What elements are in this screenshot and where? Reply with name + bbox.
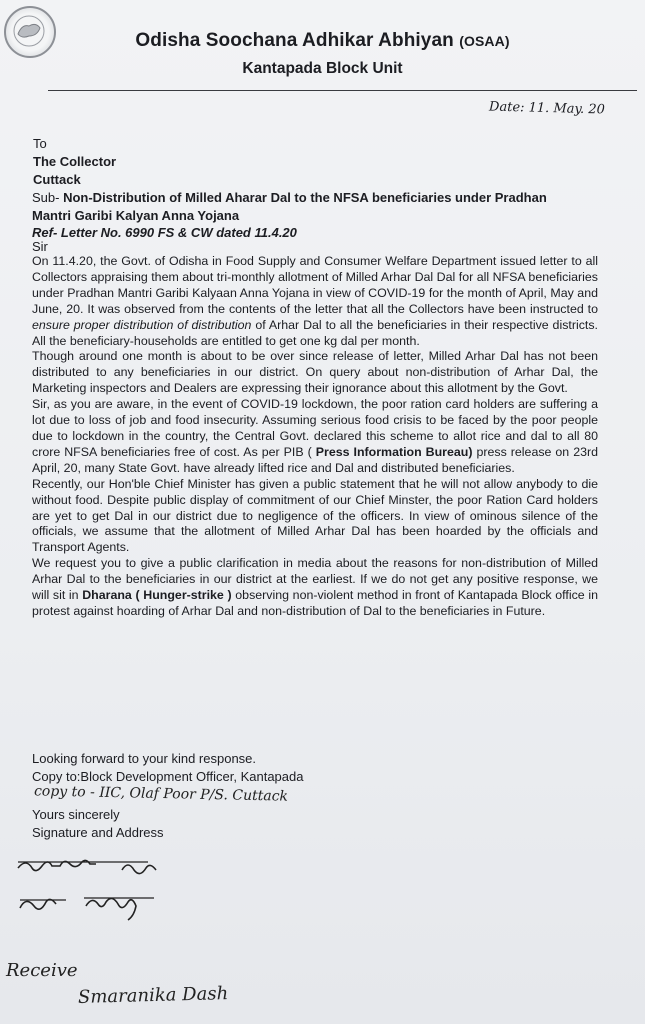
pib-bold: Press Information Bureau)	[315, 444, 473, 459]
subject-text: Non-Distribution of Milled Aharar Dal to the NFSA beneficiaries under Pradhan	[63, 190, 547, 205]
recipient-city: Cuttack	[33, 172, 81, 187]
handwritten-date: Date: 11. May. 20	[488, 99, 606, 118]
subject-prefix: Sub-	[32, 190, 64, 205]
subject-line-1	[32, 190, 547, 205]
receive-note: Receive	[6, 960, 78, 981]
handwritten-copy-to: copy to - IIC, Olaf Poor P/S. Cuttack	[33, 783, 289, 805]
letter-body	[32, 254, 598, 620]
org-name: Odisha Soochana Adhikar Abhiyan	[135, 30, 454, 51]
unit-name: Kantapada Block Unit	[242, 60, 403, 77]
closing-line: Looking forward to your kind response.	[32, 751, 257, 766]
paragraph-3: Sir, as you are aware, in the event of COVID-19 lockdown, the poor ration card holders are suffering a lot due to loss of job and food insecurity. Assuming serious food crisis to be faced by the poor people due to lockdown in the country, the Central Govt. declared this scheme to allot rice and dal to all 80 crore NFSA beneficiaries free of cost. As per PIB ( Press Information Bureau) press release on 23rd April, 20, many State Govt. have already lifted rice and Dal and distributed beneficiaries.	[32, 397, 598, 475]
copy-to-line: Copy to:Block Development Officer, Kantapada	[32, 769, 304, 784]
to-label: To	[33, 136, 47, 151]
dharana-bold: Dharana ( Hunger-strike )	[82, 588, 232, 603]
reference-line: Ref- Letter No. 6990 FS & CW dated 11.4.20	[32, 225, 297, 240]
paragraph-5: We request you to give a public clarification in media about the reasons for non-distribution of Milled Arhar Dal to the beneficiaries in our district at the earliest. If we do not get any positive response, we will sit in Dharana ( Hunger-strike ) observing non-violent method in front of Kantapada Block office in protest against hoarding of Arhar Dal and non-distribution of Dal to the beneficiaries in Future.	[32, 556, 598, 618]
organization-title	[0, 30, 645, 52]
signature-label: Signature and Address	[32, 825, 164, 840]
paragraph-4: Recently, our Hon'ble Chief Minister has given a public statement that he will not allow anybody to die without food. Despite public display of commitment of our Chief Minster, the poor Ration Card holders are yet to get Dal in our district due to negligence of the officers. In view of ominous silence of the officials, we assume that the allotment of Milled Arhar Dal has been hoarded by the officials and Transport Agents.	[32, 476, 598, 555]
yours-sincerely: Yours sincerely	[32, 807, 120, 822]
org-abbreviation: (OSAA)	[459, 33, 510, 49]
header-divider	[48, 90, 637, 91]
salutation: Sir	[32, 239, 48, 254]
subject-line-2: Mantri Garibi Kalyan Anna Yojana	[32, 208, 240, 223]
recipient: The Collector	[33, 154, 117, 169]
italic-phrase: ensure proper distribution of distribution	[32, 317, 252, 332]
paragraph-2: Though around one month is about to be over since release of letter, Milled Arhar Dal has not been distributed to any beneficiaries in our district. On query about non-distribution of Arhar Dal, the Marketing inspectors and Dealers are expressing their ignorance about this allotment by the Govt.	[32, 349, 598, 396]
paragraph-1: On 11.4.20, the Govt. of Odisha in Food Supply and Consumer Welfare Department issued letter to all Collectors appraising them about tri-monthly allotment of Milled Arhar Dal Dal for all NFSA beneficiaries under Pradhan Mantri Garibi Kalyaan Anna Yojana in view of COVID-19 for the month of April, May and June, 20. It was observed from the contents of the letter that all the Collectors have been instructed to ensure proper distribution of distribution of Arhar Dal to all the beneficiaries in their respective districts. All the beneficiary-households are entitled to get one kg dal per month.	[32, 254, 598, 348]
handwritten-signature	[14, 850, 184, 935]
receiver-signature: Smaranika Dash	[77, 983, 229, 1008]
